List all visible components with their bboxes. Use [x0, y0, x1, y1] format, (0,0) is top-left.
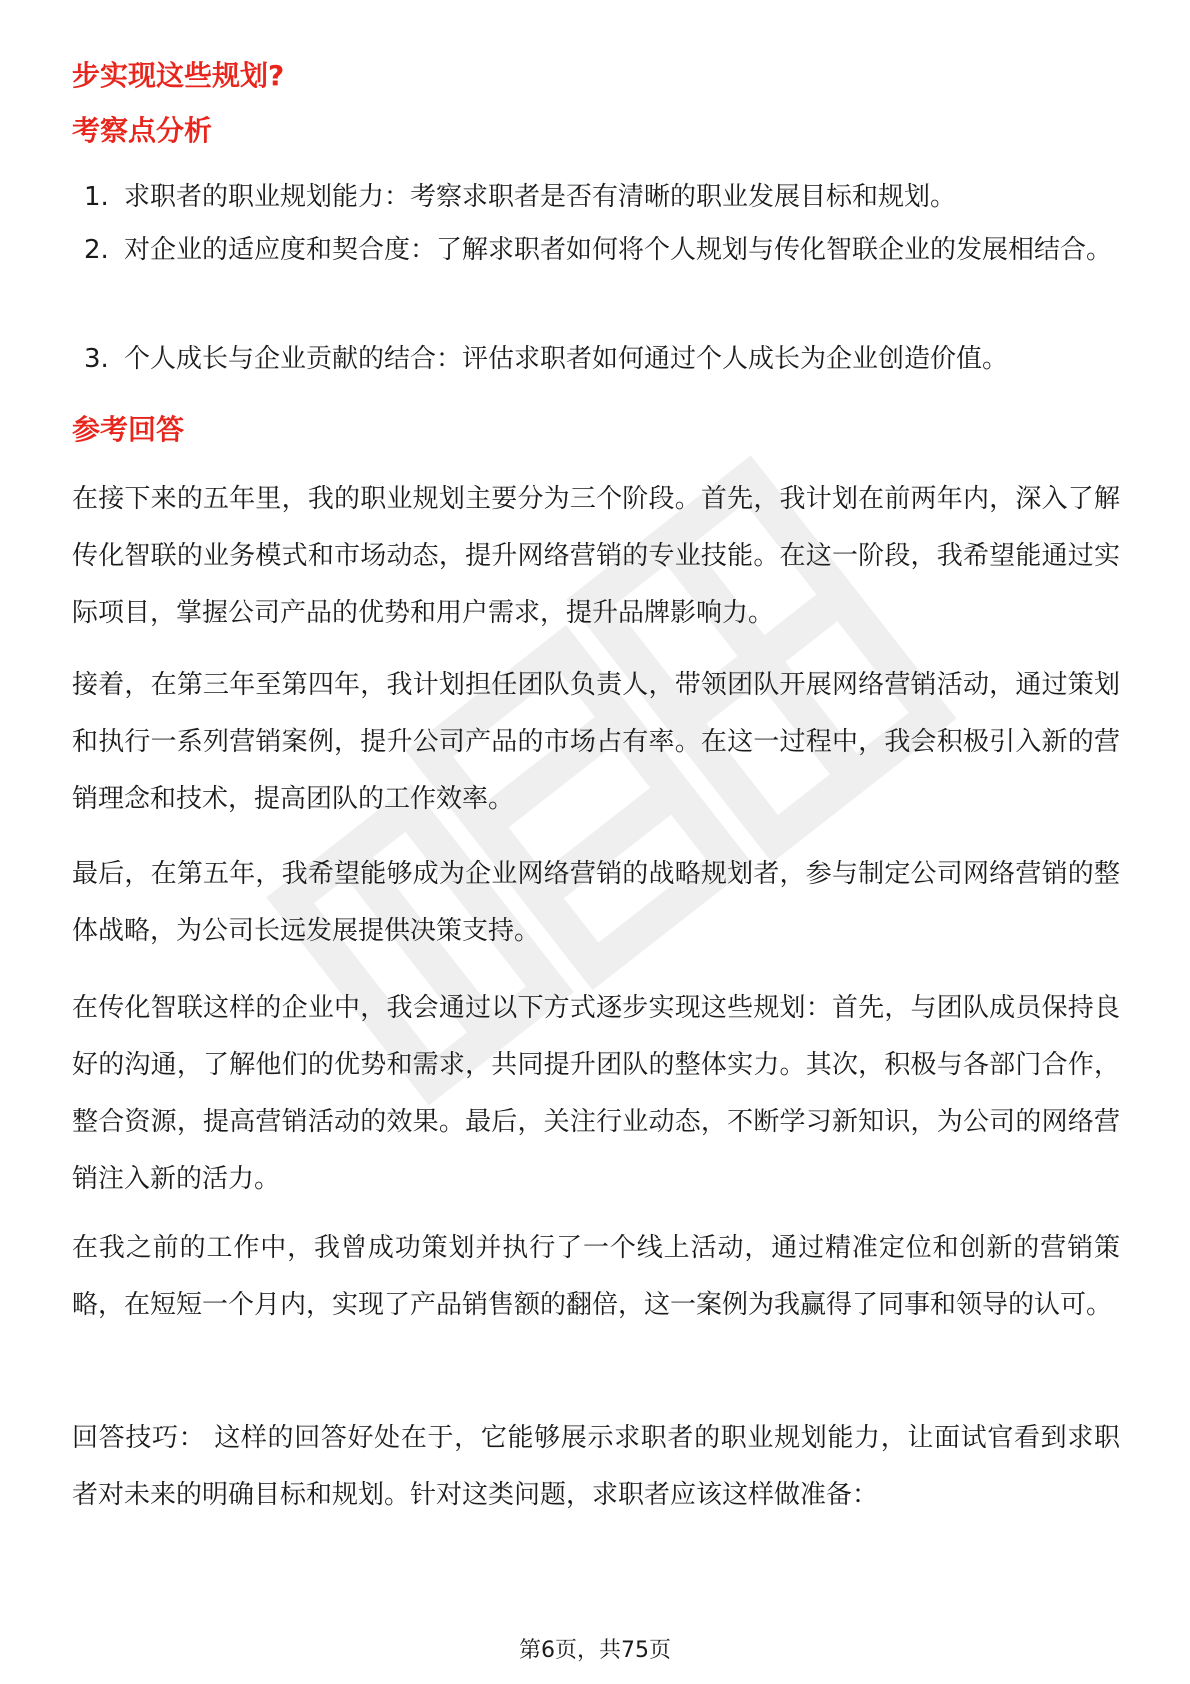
list-item-text: 个人成长与企业贡献的结合：评估求职者如何通过个人成长为企业创造价值。: [124, 344, 1009, 374]
list-item-number: 3.: [84, 344, 109, 374]
list-item: [84, 169, 1124, 225]
answer-paragraph: 最后，在第五年，我希望能够成为企业网络营销的战略规划者，参与制定公司网络营销的整体战略，为公司长远发展提供决策支持。: [72, 859, 1120, 946]
answer-paragraph: 在我之前的工作中，我曾成功策划并执行了一个线上活动，通过精准定位和创新的营销策略，在短短一个月内，实现了产品销售额的翻倍，这一案例为我赢得了同事和领导的认可。: [72, 1233, 1120, 1320]
list-item-number: 2.: [84, 235, 109, 265]
list-item-text: 对企业的适应度和契合度：了解求职者如何将个人规划与传化智联企业的发展相结合。: [124, 235, 1113, 265]
list-item: [84, 331, 1124, 387]
list-item: [84, 222, 1124, 278]
analysis-heading: 考察点分析: [72, 114, 213, 147]
list-item-number: 1.: [84, 182, 109, 212]
answer-paragraph: 接着，在第三年至第四年，我计划担任团队负责人，带领团队开展网络营销活动，通过策划和执行一系列营销案例，提升公司产品的市场占有率。在这一过程中，我会积极引入新的营销理念和技术，提高团队的工作效率。: [72, 670, 1120, 814]
answer-tips-paragraph: 回答技巧： 这样的回答好处在于，它能够展示求职者的职业规划能力，让面试官看到求职者对未来的明确目标和规划。针对这类问题，求职者应该这样做准备：: [72, 1423, 1120, 1510]
page-number-footer: 第6页，共75页: [519, 1638, 671, 1663]
reference-heading: 参考回答: [72, 413, 185, 446]
answer-paragraph: 在接下来的五年里，我的职业规划主要分为三个阶段。首先，我计划在前两年内，深入了解传化智联的业务模式和市场动态，提升网络营销的专业技能。在这一阶段，我希望能通过实际项目，掌握公司产品的优势和用户需求，提升品牌影响力。: [72, 484, 1120, 628]
answer-paragraph: 在传化智联这样的企业中，我会通过以下方式逐步实现这些规划：首先，与团队成员保持良好的沟通，了解他们的优势和需求，共同提升团队的整体实力。其次，积极与各部门合作，整合资源，提高营销活动的效果。最后，关注行业动态，不断学习新知识，为公司的网络营销注入新的活力。: [72, 993, 1120, 1194]
continuation-heading: 步实现这些规划?: [72, 59, 285, 92]
list-item-text: 求职者的职业规划能力：考察求职者是否有清晰的职业发展目标和规划。: [124, 182, 957, 212]
